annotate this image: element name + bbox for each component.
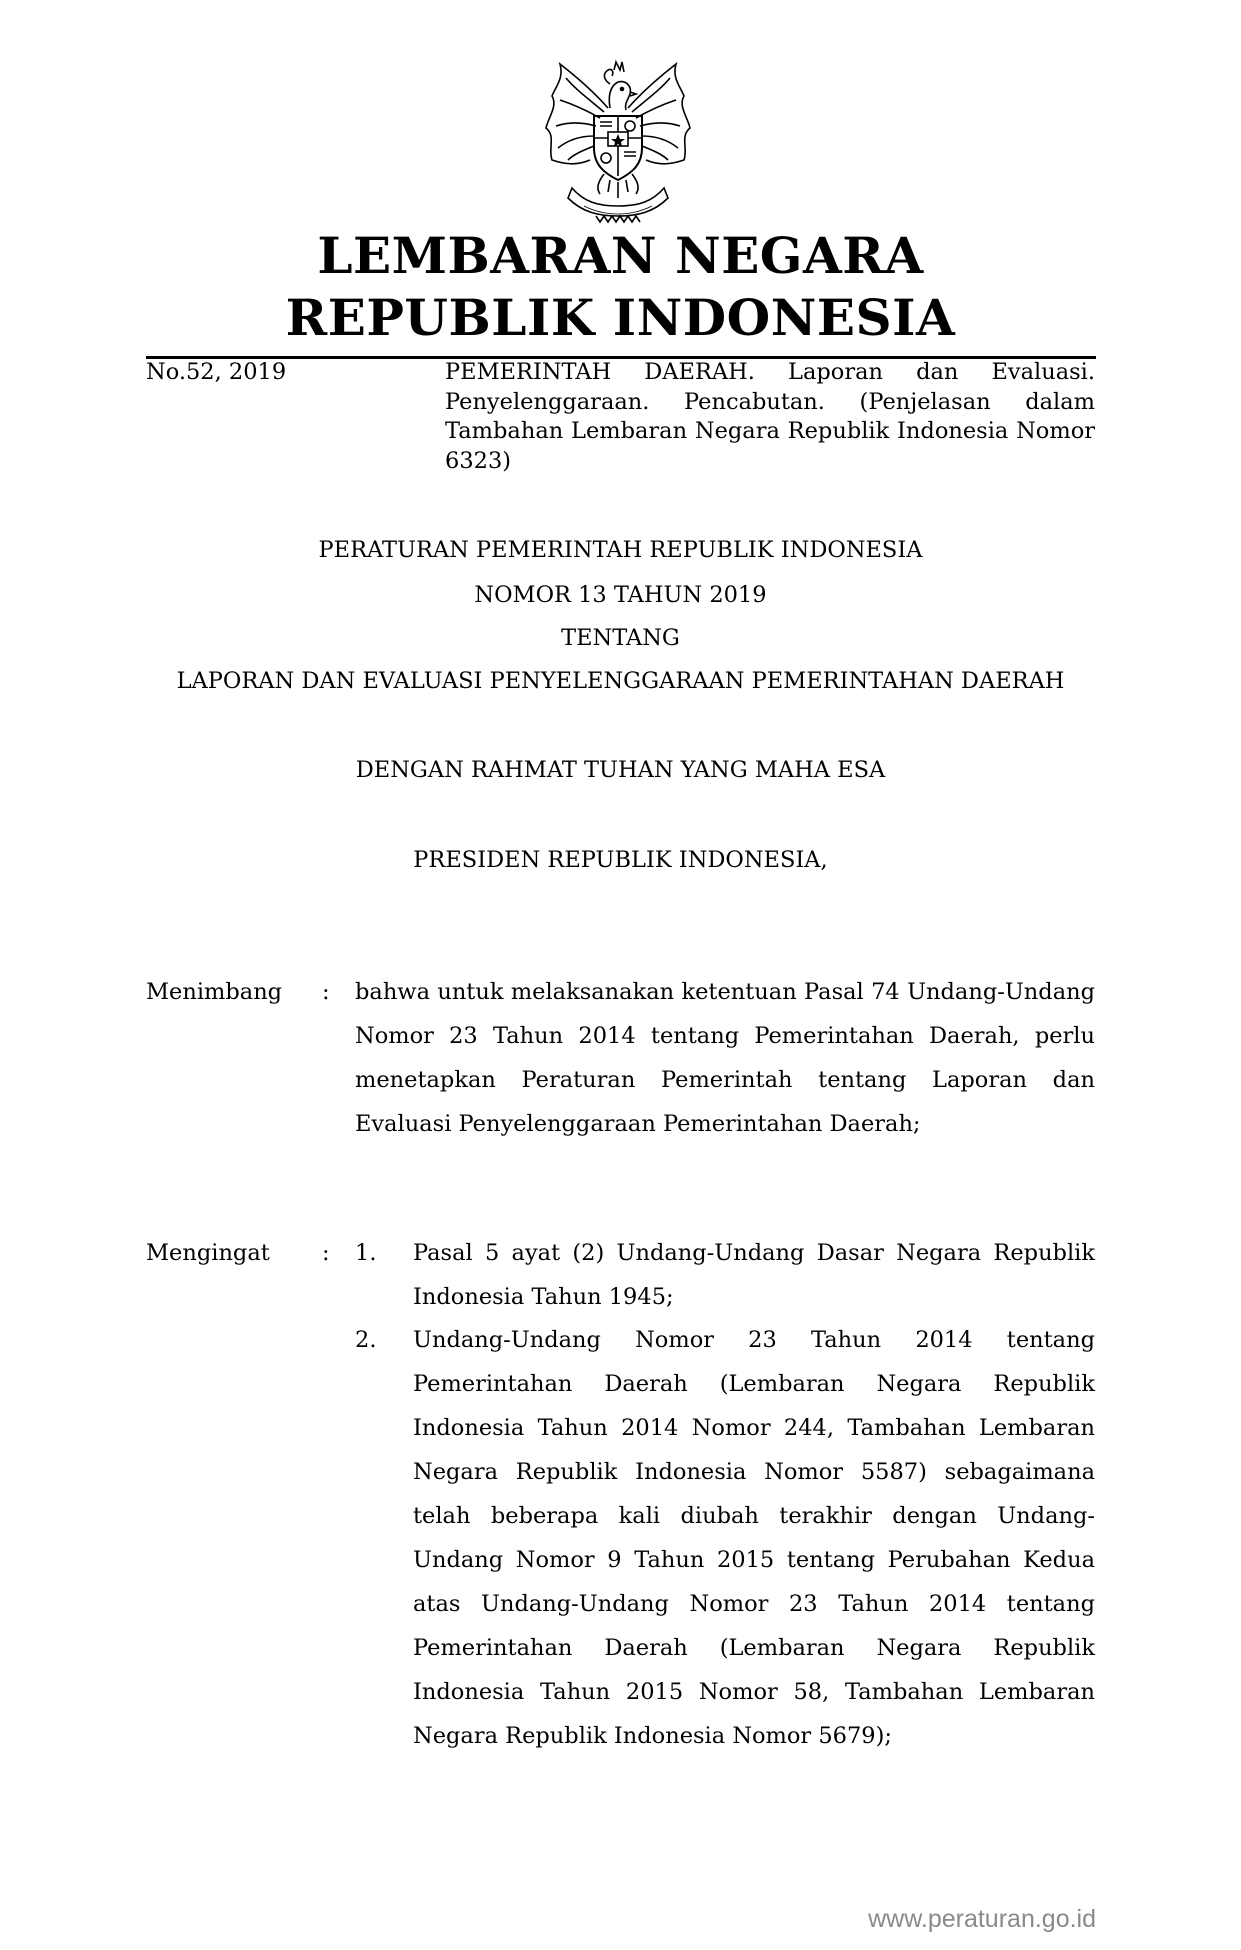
garuda-pancasila-emblem-icon — [538, 56, 698, 224]
mengingat-item-number: 1. — [355, 1240, 377, 1266]
menimbang-label: Menimbang — [146, 979, 283, 1005]
mengingat-colon: : — [322, 1240, 330, 1266]
menimbang-text: bahwa untuk melaksanakan ketentuan Pasal 74 Undang-Undang Nomor 23 Tahun 2014 tentang Pemerintahan Daerah, perlu menetapkan Peraturan Pemerintah tentang Laporan dan Evaluasi Penyelenggaraan Pemerintahan Daerah; — [355, 979, 1095, 1137]
regulation-number: NOMOR 13 TAHUN 2019 — [474, 582, 767, 608]
masthead-title-line-2: REPUBLIK INDONESIA — [285, 288, 956, 347]
gazette-subject: PEMERINTAH DAERAH. Laporan dan Evaluasi. Penyelenggaraan. Pencabutan. (Penjelasan dalam Tambahan Lembaran Negara Republik Indonesia Nomor 6323) — [445, 359, 1095, 474]
mengingat-item-text: Pasal 5 ayat (2) Undang-Undang Dasar Negara Republik Indonesia Tahun 1945; — [413, 1240, 1095, 1310]
mengingat-item-number: 2. — [355, 1327, 377, 1353]
mengingat-item-text: Undang-Undang Nomor 23 Tahun 2014 tentang Pemerintahan Daerah (Lembaran Negara Republik Indonesia Tahun 2014 Nomor 244, Tambahan Lembaran Negara Republik Indonesia Nomor 5587) sebagaimana telah beberapa kali diubah terakhir dengan Undang-Undang Nomor 9 Tahun 2015 tentang Perubahan Kedua atas Undang-Undang Nomor 23 Tahun 2014 tentang Pemerintahan Daerah (Lembaran Negara Republik Indonesia Tahun 2015 Nomor 58, Tambahan Lembaran Negara Republik Indonesia Nomor 5679); — [413, 1327, 1095, 1749]
regulation-subject: LAPORAN DAN EVALUASI PENYELENGGARAAN PEMERINTAHAN DAERAH — [176, 668, 1065, 694]
footer-website: www.peraturan.go.id — [868, 1905, 1096, 1933]
regulation-about-label: TENTANG — [561, 625, 680, 651]
president-line: PRESIDEN REPUBLIK INDONESIA, — [413, 847, 828, 873]
menimbang-colon: : — [322, 979, 330, 1005]
blessing-line: DENGAN RAHMAT TUHAN YANG MAHA ESA — [355, 757, 886, 783]
masthead-title-line-1: LEMBARAN NEGARA — [317, 226, 924, 285]
regulation-title: PERATURAN PEMERINTAH REPUBLIK INDONESIA — [318, 537, 923, 563]
mengingat-label: Mengingat — [146, 1240, 270, 1266]
gazette-number: No.52, 2019 — [146, 359, 287, 385]
